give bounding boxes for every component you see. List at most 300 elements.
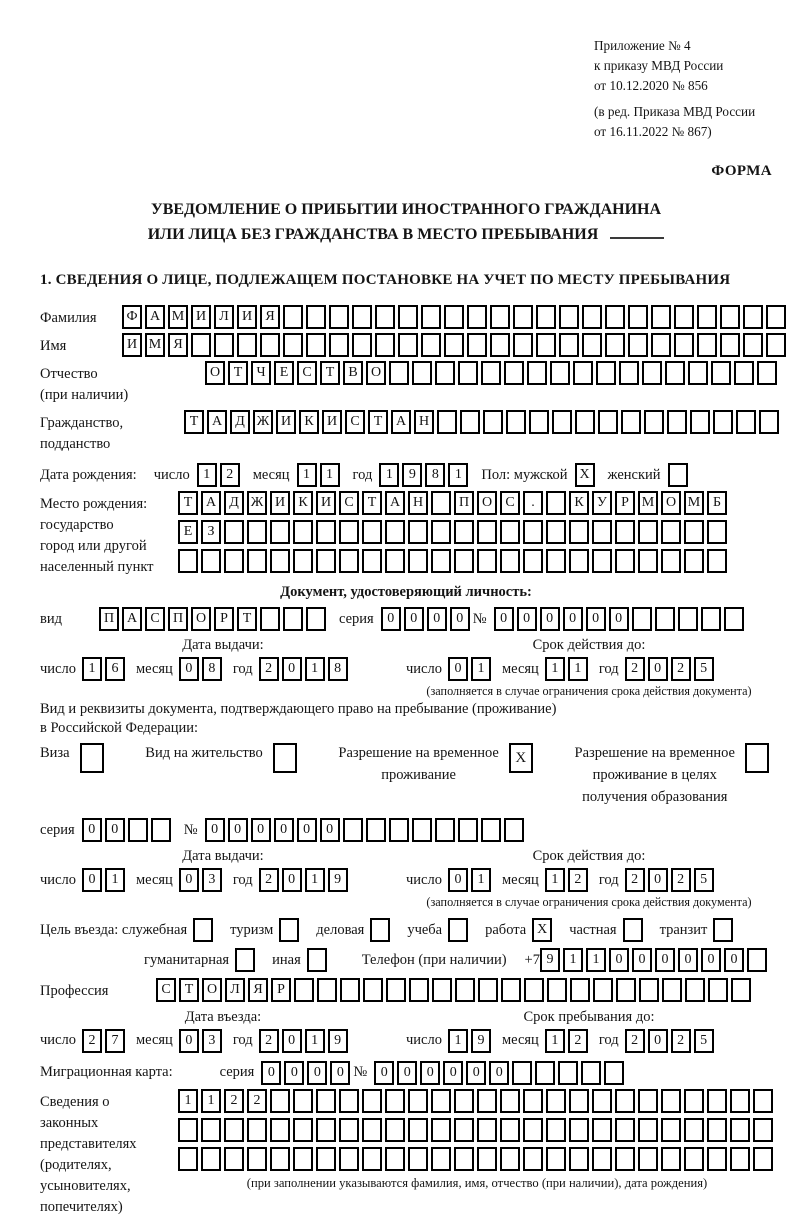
char-box — [615, 1147, 635, 1171]
birthplace-line2 — [178, 520, 730, 544]
char-box: 3 — [202, 868, 222, 892]
char-box — [316, 1118, 336, 1142]
char-box — [736, 410, 756, 434]
appendix-line: Приложение № 4 — [594, 38, 691, 53]
migration-series-boxes — [261, 1061, 353, 1085]
char-box: 1 — [297, 463, 317, 487]
char-box: . — [523, 491, 543, 515]
char-box — [340, 978, 360, 1002]
doc-number-boxes — [494, 607, 747, 631]
char-box — [651, 333, 671, 357]
char-box — [362, 1089, 382, 1113]
char-box: Е — [178, 520, 198, 544]
char-box — [339, 1147, 359, 1171]
char-box — [483, 410, 503, 434]
day-label: число — [40, 660, 76, 677]
day-label: число — [40, 1032, 76, 1048]
temp-permit-edu-checkbox — [745, 743, 772, 773]
char-box: Я — [248, 978, 268, 1002]
doc-issue-year — [259, 657, 351, 681]
char-box: 3 — [202, 1029, 222, 1053]
char-box: К — [293, 491, 313, 515]
temp-permit-item — [338, 743, 535, 787]
char-box: Р — [214, 607, 234, 631]
char-box: У — [592, 491, 612, 515]
birthplace-line3 — [178, 549, 730, 573]
char-box — [524, 978, 544, 1002]
migration-series-label: серия — [219, 1064, 255, 1080]
char-box — [435, 818, 455, 842]
char-box: Е — [274, 361, 294, 385]
char-box — [697, 333, 717, 357]
char-box — [178, 549, 198, 573]
char-box — [316, 1147, 336, 1171]
char-box — [270, 520, 290, 544]
valid-note: (заполняется в случае ограничения срока действия документа) — [426, 895, 752, 910]
char-box: К — [299, 410, 319, 434]
char-box — [362, 1118, 382, 1142]
doc-number-label: № — [472, 610, 487, 627]
char-box: 2 — [224, 1089, 244, 1113]
char-box — [529, 410, 549, 434]
char-box: 1 — [545, 868, 565, 892]
char-box — [500, 1118, 520, 1142]
char-box — [389, 361, 409, 385]
stay-day — [448, 1029, 494, 1053]
year-label: год — [598, 660, 619, 677]
purpose-work-item: работа X — [485, 918, 555, 942]
char-box — [270, 1147, 290, 1171]
char-box: И — [122, 333, 142, 357]
char-box: А — [385, 491, 405, 515]
char-box — [339, 1089, 359, 1113]
char-box — [638, 1118, 658, 1142]
char-box — [730, 1147, 750, 1171]
char-box — [431, 520, 451, 544]
citizenship-row — [40, 410, 772, 455]
entry-date-col — [40, 1009, 406, 1053]
char-box: 0 — [282, 868, 302, 892]
char-box: 1 — [448, 463, 468, 487]
char-box: 0 — [330, 1061, 350, 1085]
char-box: 2 — [247, 1089, 267, 1113]
char-box — [444, 333, 464, 357]
char-box — [454, 549, 474, 573]
char-box — [546, 491, 566, 515]
char-box — [632, 607, 652, 631]
char-box: 0 — [282, 1029, 302, 1053]
char-box — [490, 333, 510, 357]
char-box — [592, 1118, 612, 1142]
char-box — [592, 520, 612, 544]
char-box: Р — [271, 978, 291, 1002]
char-box: И — [237, 305, 257, 329]
char-box: 1 — [82, 657, 102, 681]
char-box — [477, 1089, 497, 1113]
char-box — [385, 520, 405, 544]
char-box — [651, 305, 671, 329]
char-box — [506, 410, 526, 434]
char-box — [512, 1061, 532, 1085]
char-box: О — [366, 361, 386, 385]
char-box — [697, 305, 717, 329]
char-box — [270, 549, 290, 573]
char-box: 0 — [466, 1061, 486, 1085]
char-box: И — [322, 410, 342, 434]
char-box: А — [122, 607, 142, 631]
char-box — [339, 549, 359, 573]
char-box — [307, 948, 327, 972]
char-box — [690, 410, 710, 434]
char-box: 0 — [494, 607, 514, 631]
char-box — [628, 305, 648, 329]
char-box — [638, 520, 658, 544]
char-box — [720, 305, 740, 329]
char-box — [747, 948, 767, 972]
surname-row — [40, 305, 772, 329]
char-box: 0 — [448, 657, 468, 681]
year-label: год — [232, 660, 253, 677]
char-box — [523, 549, 543, 573]
char-box — [431, 491, 451, 515]
char-box: К — [569, 491, 589, 515]
visa-item — [40, 743, 107, 773]
year-label: год — [232, 1032, 253, 1048]
month-label: месяц — [252, 466, 290, 483]
purpose-official-checkbox — [193, 918, 216, 942]
purpose-other-item: иная — [272, 948, 330, 972]
char-box: Т — [368, 410, 388, 434]
char-box — [527, 361, 547, 385]
char-box — [201, 1118, 221, 1142]
birth-month-boxes — [297, 463, 343, 487]
char-box — [592, 1147, 612, 1171]
char-box — [224, 1118, 244, 1142]
char-box — [661, 1147, 681, 1171]
char-box — [316, 1089, 336, 1113]
char-box — [500, 1147, 520, 1171]
char-box — [661, 1089, 681, 1113]
char-box: Т — [228, 361, 248, 385]
purpose-work-checkbox — [532, 918, 555, 942]
purpose-humanitarian-checkbox — [235, 948, 258, 972]
char-box — [678, 607, 698, 631]
name-label: Имя — [40, 338, 67, 355]
char-box: 8 — [425, 463, 445, 487]
char-box — [260, 607, 280, 631]
char-box: X — [575, 463, 595, 487]
char-box — [688, 361, 708, 385]
char-box — [448, 918, 468, 942]
char-box: А — [145, 305, 165, 329]
char-box — [639, 978, 659, 1002]
permit-valid-col — [406, 848, 772, 910]
char-box — [386, 978, 406, 1002]
patronymic-boxes — [205, 361, 780, 385]
representatives-line2 — [178, 1118, 776, 1142]
appendix-revision-line: от 16.11.2022 № 867) — [594, 124, 712, 140]
char-box — [293, 1147, 313, 1171]
char-box — [569, 1147, 589, 1171]
char-box: 1 — [586, 948, 606, 972]
blank-underline — [610, 237, 664, 239]
char-box — [224, 549, 244, 573]
char-box: 0 — [420, 1061, 440, 1085]
char-box — [247, 549, 267, 573]
appendix-revision-line: (в ред. Приказа МВД России — [594, 104, 756, 120]
char-box: 2 — [568, 868, 588, 892]
doc-valid-day — [448, 657, 494, 681]
char-box — [375, 305, 395, 329]
day-label: число — [40, 871, 76, 888]
temp-permit-checkbox — [509, 743, 536, 773]
year-label: год — [598, 871, 619, 888]
char-box — [569, 520, 589, 544]
char-box: 0 — [381, 607, 401, 631]
char-box — [421, 333, 441, 357]
entry-dates — [40, 1009, 772, 1053]
form-title — [40, 198, 772, 248]
residence-permit-label: Вид на жительство — [145, 745, 263, 762]
purpose-transit-item: транзит — [660, 918, 737, 942]
appendix-block — [594, 36, 772, 182]
char-box — [523, 520, 543, 544]
char-box — [619, 361, 639, 385]
char-box: 1 — [305, 868, 325, 892]
doc-issue-col — [40, 637, 406, 699]
migration-card-row — [40, 1061, 772, 1085]
char-box — [536, 305, 556, 329]
char-box — [523, 1089, 543, 1113]
char-box — [247, 1118, 267, 1142]
char-box — [707, 520, 727, 544]
month-label: месяц — [501, 660, 539, 677]
char-box — [593, 978, 613, 1002]
char-box — [444, 305, 464, 329]
char-box — [707, 1118, 727, 1142]
char-box — [720, 333, 740, 357]
char-box — [477, 1118, 497, 1142]
birthplace-line1 — [178, 491, 730, 515]
char-box — [684, 1118, 704, 1142]
char-box — [224, 1147, 244, 1171]
migration-card-label: Миграционная карта: — [40, 1064, 173, 1080]
char-box — [385, 1089, 405, 1113]
char-box — [128, 818, 148, 842]
entry-year — [259, 1029, 351, 1053]
purpose-business-checkbox — [370, 918, 393, 942]
char-box — [766, 333, 786, 357]
char-box: С — [156, 978, 176, 1002]
permit-issue-col — [40, 848, 406, 910]
char-box — [638, 1089, 658, 1113]
char-box: М — [168, 305, 188, 329]
char-box — [458, 361, 478, 385]
char-box — [362, 520, 382, 544]
char-box: 9 — [328, 1029, 348, 1053]
char-box — [573, 361, 593, 385]
char-box: 0 — [648, 657, 668, 681]
char-box — [757, 361, 777, 385]
char-box — [362, 1147, 382, 1171]
citizenship-boxes — [184, 410, 782, 434]
char-box — [582, 305, 602, 329]
char-box: П — [168, 607, 188, 631]
char-box — [569, 549, 589, 573]
month-label: месяц — [501, 871, 539, 888]
char-box: 0 — [563, 607, 583, 631]
char-box — [674, 333, 694, 357]
char-box: 0 — [297, 818, 317, 842]
char-box — [569, 1089, 589, 1113]
char-box — [201, 549, 221, 573]
char-box — [362, 549, 382, 573]
name-row — [40, 333, 772, 357]
sex-female-label: женский — [607, 466, 661, 483]
char-box: П — [99, 607, 119, 631]
char-box — [638, 549, 658, 573]
char-box: 5 — [694, 1029, 714, 1053]
char-box — [178, 1118, 198, 1142]
char-box: 0 — [427, 607, 447, 631]
char-box: 1 — [568, 657, 588, 681]
char-box — [437, 410, 457, 434]
permit-number-boxes — [205, 818, 527, 842]
char-box: О — [205, 361, 225, 385]
purpose-other-checkbox — [307, 948, 330, 972]
char-box — [707, 1147, 727, 1171]
char-box — [408, 1118, 428, 1142]
char-box — [552, 410, 572, 434]
year-label: год — [598, 1032, 619, 1048]
char-box — [467, 333, 487, 357]
char-box — [247, 520, 267, 544]
char-box — [707, 1089, 727, 1113]
char-box — [708, 978, 728, 1002]
char-box — [317, 978, 337, 1002]
char-box — [615, 1089, 635, 1113]
char-box: Ж — [253, 410, 273, 434]
temp-permit-edu-item — [575, 743, 772, 808]
permit-valid-day — [448, 868, 494, 892]
char-box: 1 — [105, 868, 125, 892]
char-box — [661, 549, 681, 573]
char-box — [477, 520, 497, 544]
forma-label: ФОРМА — [711, 162, 772, 179]
char-box: Т — [179, 978, 199, 1002]
char-box: Н — [414, 410, 434, 434]
char-box: 1 — [471, 868, 491, 892]
char-box: X — [509, 743, 533, 773]
permit-dates — [40, 848, 772, 910]
char-box — [477, 549, 497, 573]
char-box: 0 — [404, 607, 424, 631]
char-box — [293, 1118, 313, 1142]
purpose-business-item: деловая — [316, 918, 393, 942]
doc-type-label: вид — [40, 610, 62, 627]
char-box: Д — [224, 491, 244, 515]
residence-permit-checkbox — [273, 743, 300, 773]
char-box: 0 — [261, 1061, 281, 1085]
permit-series-row — [40, 818, 772, 842]
char-box: В — [343, 361, 363, 385]
char-box — [684, 549, 704, 573]
char-box — [178, 1147, 198, 1171]
char-box — [454, 520, 474, 544]
surname-boxes — [122, 305, 789, 329]
purpose-official-item: Цель въезда: служебная — [40, 918, 216, 942]
char-box — [596, 361, 616, 385]
char-box: О — [191, 607, 211, 631]
char-box — [270, 1089, 290, 1113]
phone-label: Телефон (при наличии) — [361, 951, 507, 968]
char-box — [665, 361, 685, 385]
char-box — [247, 1147, 267, 1171]
char-box — [559, 333, 579, 357]
char-box — [408, 1147, 428, 1171]
name-boxes — [122, 333, 789, 357]
doc-valid-col — [406, 637, 772, 699]
permit-type-row — [40, 743, 772, 808]
char-box — [558, 1061, 578, 1085]
char-box: 5 — [694, 657, 714, 681]
doc-series-label: серия — [339, 610, 374, 627]
char-box: 0 — [517, 607, 537, 631]
char-box: 2 — [671, 1029, 691, 1053]
char-box — [454, 1147, 474, 1171]
doc-dates — [40, 637, 772, 699]
char-box — [501, 978, 521, 1002]
char-box: 0 — [632, 948, 652, 972]
representatives-note: (при заполнении указываются фамилия, имя, отчество (при наличии), дата рождения) — [246, 1175, 708, 1190]
char-box: 0 — [609, 948, 629, 972]
char-box: И — [276, 410, 296, 434]
representatives-line1 — [178, 1089, 776, 1113]
char-box — [745, 743, 769, 773]
char-box — [193, 918, 213, 942]
char-box: 2 — [259, 1029, 279, 1053]
char-box: 6 — [105, 657, 125, 681]
char-box: Д — [230, 410, 250, 434]
char-box — [316, 520, 336, 544]
char-box: 8 — [328, 657, 348, 681]
char-box — [408, 549, 428, 573]
char-box: 1 — [545, 657, 565, 681]
char-box: 9 — [328, 868, 348, 892]
char-box — [546, 549, 566, 573]
char-box — [724, 607, 744, 631]
char-box — [270, 1118, 290, 1142]
char-box — [668, 463, 688, 487]
char-box — [294, 978, 314, 1002]
char-box — [409, 978, 429, 1002]
residence-permit-item — [145, 743, 299, 773]
char-box: 7 — [105, 1029, 125, 1053]
char-box — [642, 361, 662, 385]
char-box — [513, 333, 533, 357]
temp-permit-edu-label: Разрешение на временное проживание в целях получения образования — [574, 745, 735, 805]
form-title-line2: ИЛИ ЛИЦА БЕЗ ГРАЖДАНСТВА В МЕСТО ПРЕБЫВАНИЯ — [40, 223, 772, 248]
profession-boxes — [156, 978, 754, 1002]
char-box — [431, 1118, 451, 1142]
char-box — [546, 1089, 566, 1113]
char-box — [523, 1118, 543, 1142]
char-box — [753, 1147, 773, 1171]
char-box: 2 — [671, 868, 691, 892]
section1-heading: 1. СВЕДЕНИЯ О ЛИЦЕ, ПОДЛЕЖАЩЕМ ПОСТАНОВКЕ НА УЧЕТ ПО МЕСТУ ПРЕБЫВАНИЯ — [40, 272, 731, 289]
purpose-row2 — [144, 948, 772, 972]
char-box: 0 — [179, 657, 199, 681]
